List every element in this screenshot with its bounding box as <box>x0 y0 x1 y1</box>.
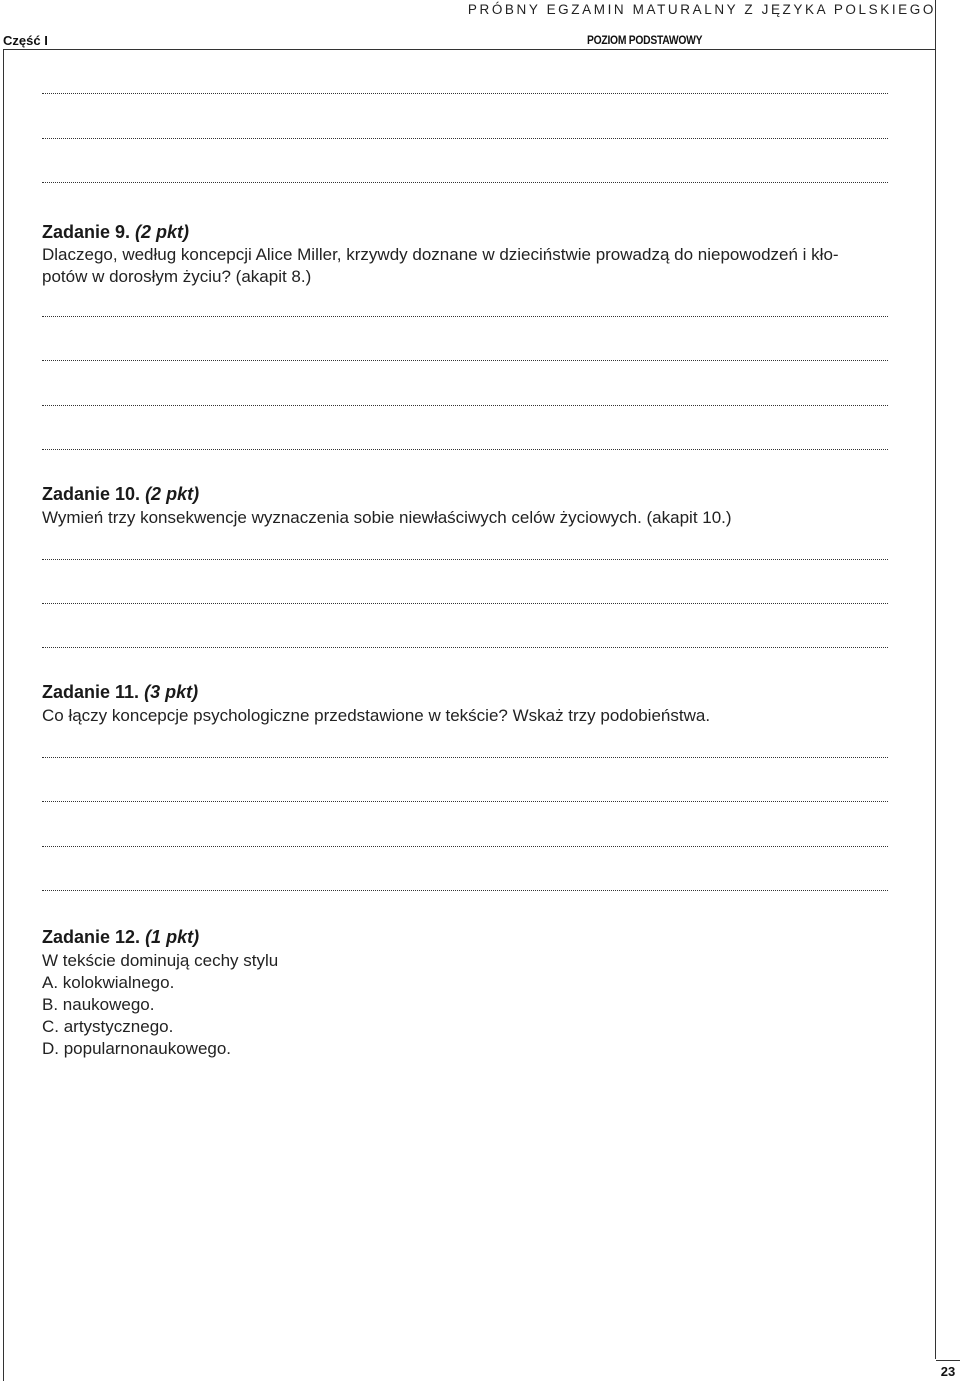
answer-line[interactable] <box>42 846 888 847</box>
task-points: (2 pkt) <box>145 484 200 504</box>
task-10-heading <box>42 484 199 505</box>
option-d[interactable]: D. popularnonaukowego. <box>42 1039 232 1058</box>
page-number: 23 <box>936 1360 960 1382</box>
answer-line[interactable] <box>42 890 888 891</box>
answer-line[interactable] <box>42 801 888 802</box>
task-points: (2 pkt) <box>135 222 190 242</box>
task-points: (3 pkt) <box>144 682 199 702</box>
question-line: Co łączy koncepcje psychologiczne przedstawione w tekście? Wskaż trzy podobieństwa. <box>42 706 711 725</box>
page-frame-top <box>3 49 935 50</box>
option-a[interactable]: A. kolokwialnego. <box>42 973 175 992</box>
page-frame-left <box>3 49 4 1381</box>
exam-title: PRÓBNY EGZAMIN MATURALNY Z JĘZYKA POLSKIEGO <box>467 2 936 17</box>
task-points: (1 pkt) <box>145 927 200 947</box>
answer-line[interactable] <box>42 405 888 406</box>
answer-line[interactable] <box>42 449 888 450</box>
answer-line[interactable] <box>42 647 888 648</box>
task-number: Zadanie 10. <box>42 484 141 504</box>
task-10-question <box>42 507 902 529</box>
task-11-question <box>42 705 902 727</box>
option-c[interactable]: C. artystycznego. <box>42 1017 174 1036</box>
answer-line[interactable] <box>42 559 888 560</box>
part-label: Część I <box>3 33 48 48</box>
question-line: potów w dorosłym życiu? (akapit 8.) <box>42 267 312 286</box>
answer-line[interactable] <box>42 757 888 758</box>
task-11-heading <box>42 682 198 703</box>
question-line: Dlaczego, według koncepcji Alice Miller, krzywdy doznane w dzieciństwie prowadzą do niepowodzeń i kło- <box>42 245 839 264</box>
question-line: Wymień trzy konsekwencje wyznaczenia sobie niewłaściwych celów życiowych. (akapit 10.) <box>42 508 732 527</box>
answer-line[interactable] <box>42 360 888 361</box>
task-number: Zadanie 12. <box>42 927 141 947</box>
task-number: Zadanie 11. <box>42 682 140 702</box>
task-9-heading <box>42 222 189 243</box>
page-frame-right <box>935 0 936 1359</box>
answer-line[interactable] <box>42 316 888 317</box>
task-12-question <box>42 950 902 1060</box>
task-9-question <box>42 244 902 288</box>
task-number: Zadanie 9. <box>42 222 131 242</box>
answer-line[interactable] <box>42 138 888 139</box>
answer-line[interactable] <box>42 182 888 183</box>
level-label: POZIOM PODSTAWOWY <box>587 33 703 47</box>
answer-line[interactable] <box>42 603 888 604</box>
answer-options <box>42 972 902 1060</box>
question-line: W tekście dominują cechy stylu <box>42 951 279 970</box>
option-b[interactable]: B. naukowego. <box>42 995 155 1014</box>
task-12-heading <box>42 927 199 948</box>
answer-line[interactable] <box>42 93 888 94</box>
